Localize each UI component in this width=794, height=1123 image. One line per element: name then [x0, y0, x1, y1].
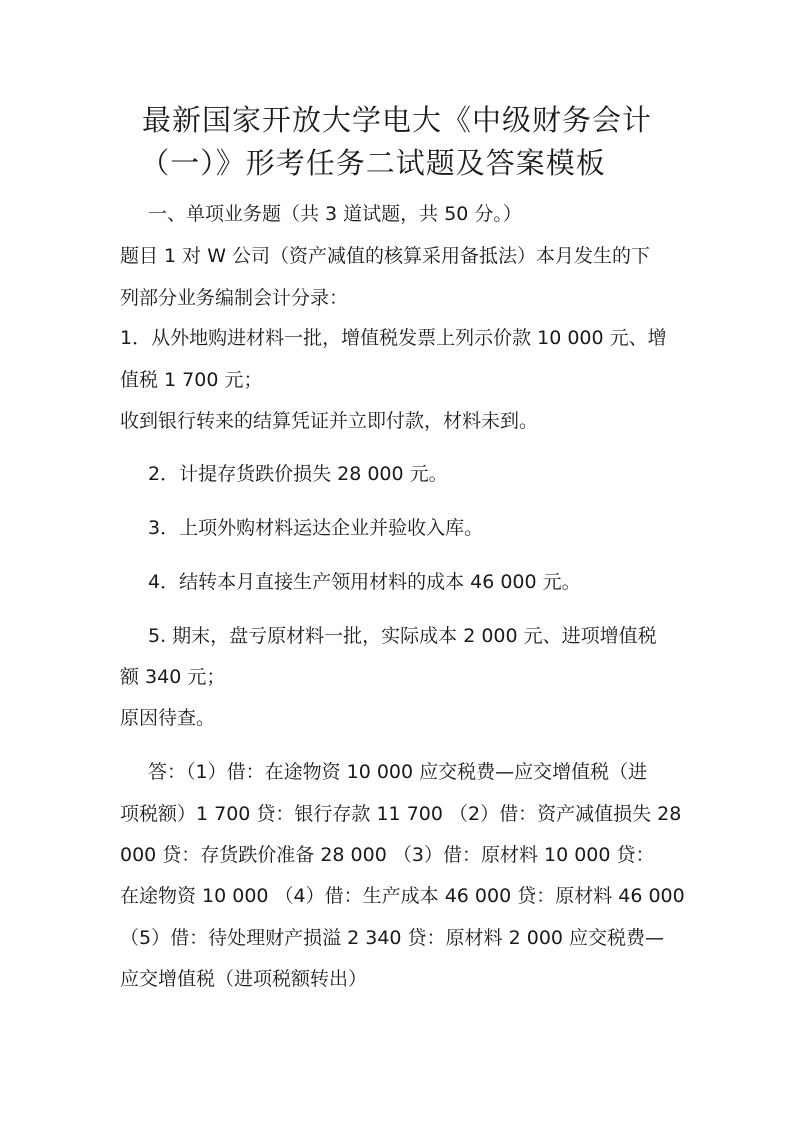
- answer-line-4: 在途物资 10 000 （4）借：生产成本 46 000 贷：原材料 46 000: [120, 885, 685, 907]
- question-text-line-2: 列部分业务编制会计分录：: [120, 287, 349, 309]
- item-1-line-2: 值税 1 700 元；: [120, 369, 263, 391]
- item-5-line-3: 原因待查。: [120, 707, 216, 729]
- answer-line-2: 项税额）1 700 贷：银行存款 11 700 （2）借：资产减值损失 28: [120, 803, 682, 825]
- answer-line-3: 000 贷：存货跌价准备 28 000 （3）借：原材料 10 000 贷：: [120, 844, 655, 866]
- item-2: 2．计提存货跌价损失 28 000 元。: [148, 463, 448, 485]
- answer-line-1: 答：（1）借：在途物资 10 000 应交税费—应交增值税（进: [148, 761, 648, 783]
- item-5-line-2: 额 340 元；: [120, 666, 226, 688]
- item-1-line-3: 收到银行转来的结算凭证并立即付款，材料未到。: [120, 410, 539, 432]
- document-title-line-2: （一）》形考任务二试题及答案模板: [140, 146, 606, 180]
- section-heading: 一、单项业务题（共 3 道试题，共 50 分。）: [148, 203, 522, 225]
- item-1-line-1: 1．从外地购进材料一批，增值税发票上列示价款 10 000 元、增: [120, 327, 667, 349]
- answer-line-5: （5）借：待处理财产损溢 2 340 贷：原材料 2 000 应交税费—: [120, 927, 665, 949]
- item-3: 3．上项外购材料运达企业并验收入库。: [148, 517, 484, 539]
- answer-line-6: 应交增值税（进项税额转出）: [120, 968, 368, 990]
- item-4: 4．结转本月直接生产领用材料的成本 46 000 元。: [148, 571, 581, 593]
- question-text-line-1: 题目 1 对 W 公司（资产减值的核算采用备抵法）本月发生的下: [120, 245, 651, 267]
- document-title-line-1: 最新国家开放大学电大《中级财务会计: [141, 103, 652, 137]
- item-5-line-1: 5. 期末，盘亏原材料一批，实际成本 2 000 元、进项增值税: [148, 625, 657, 647]
